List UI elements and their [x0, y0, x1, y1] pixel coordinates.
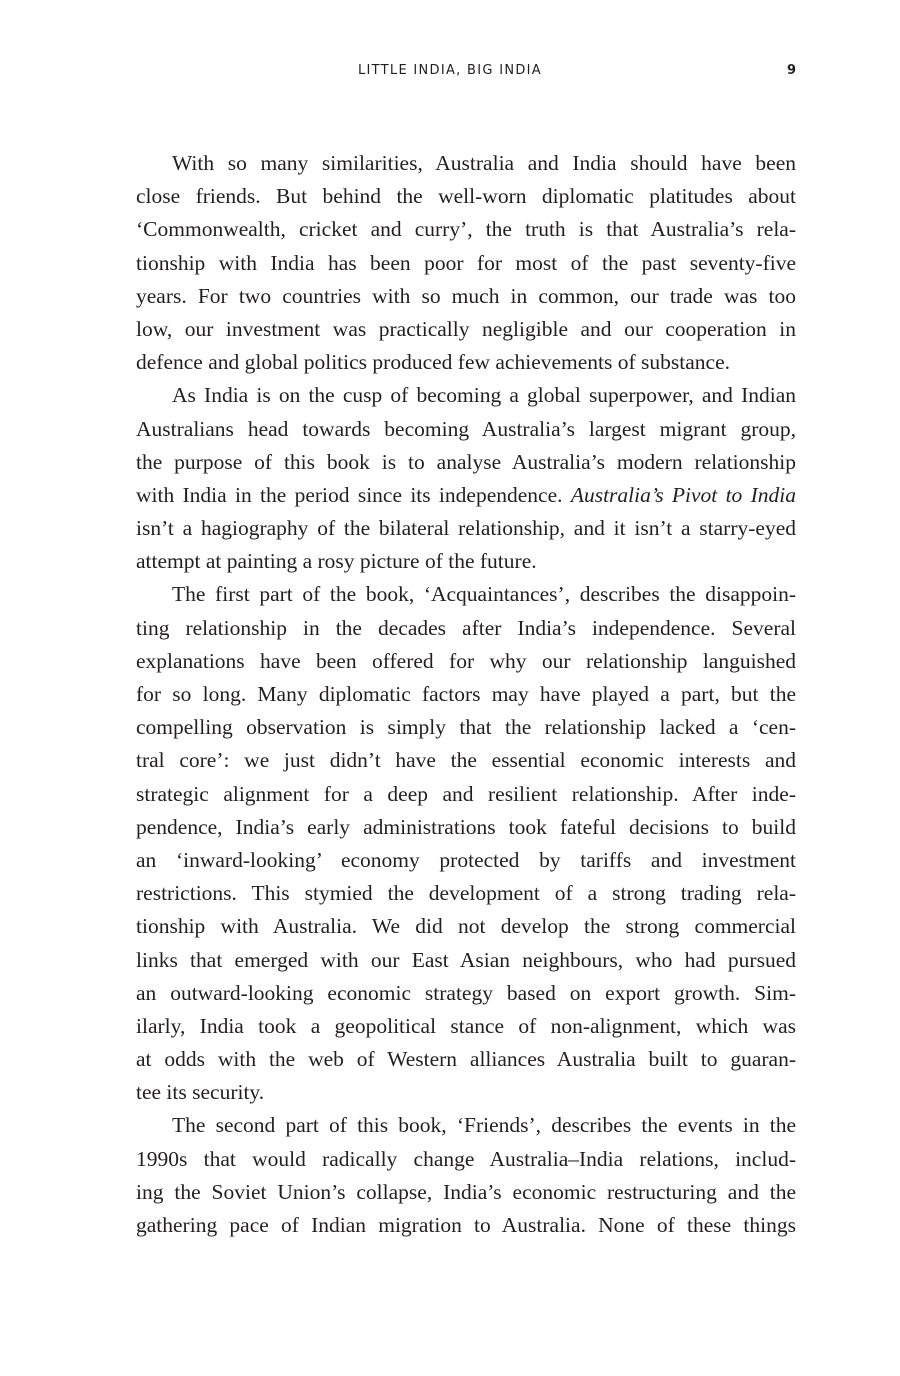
text-line: an ‘inward-looking’ economy protected by tariffs and investment [136, 847, 796, 872]
text-line: defence and global politics produced few achievements of substance. [136, 350, 731, 375]
text-line: tee its security. [136, 1080, 265, 1105]
text-line: isn’t a hagiography of the bilateral relationship, and it isn’t a starry-eyed [136, 516, 796, 541]
text-line: pendence, India’s early administrations took fateful decisions to build [136, 814, 796, 839]
text-line: low, our investment was practically negligible and our cooperation in [136, 316, 796, 341]
text-line: The second part of this book, ‘Friends’, describes the events in the [172, 1113, 796, 1138]
text-line: The first part of the book, ‘Acquaintances’, describes the disappoin- [172, 582, 796, 607]
paragraph [136, 379, 796, 578]
text-line: 1990s that would radically change Australia–India relations, includ- [136, 1146, 796, 1171]
text-line: ing the Soviet Union’s collapse, India’s economic restructuring and the [136, 1179, 796, 1204]
text-line: strategic alignment for a deep and resilient relationship. After inde- [136, 781, 796, 806]
paragraph [136, 147, 796, 379]
text-line: compelling observation is simply that the relationship lacked a ‘cen- [136, 715, 796, 740]
text-line: close friends. But behind the well-worn diplomatic platitudes about [136, 184, 796, 209]
text-line: an outward-looking economic strategy based on export growth. Sim- [136, 980, 796, 1005]
book-title: Australia’s Pivot to India [570, 482, 796, 507]
text-line: With so many similarities, Australia and India should have been [172, 151, 796, 175]
text-line: ilarly, India took a geopolitical stance of non-alignment, which was [136, 1013, 796, 1038]
text-line: explanations have been offered for why our relationship languished [136, 648, 796, 673]
text-segment: with India in the period since its independence. [136, 482, 563, 507]
running-head [0, 61, 900, 81]
text-line: years. For two countries with so much in common, our trade was too [136, 283, 796, 308]
running-head-title: LITTLE INDIA, BIG INDIA [357, 63, 543, 78]
text-line-with-title [136, 479, 796, 512]
paragraph [136, 1109, 796, 1242]
text-line: gathering pace of Indian migration to Australia. None of these things [136, 1213, 796, 1237]
text-line: tral core’: we just didn’t have the essential economic interests and [136, 748, 796, 773]
text-line: attempt at painting a rosy picture of the future. [136, 549, 537, 574]
text-line: tionship with Australia. We did not develop the strong commercial [136, 914, 796, 939]
text-line: ting relationship in the decades after India’s independence. Several [136, 615, 796, 640]
text-line: As India is on the cusp of becoming a global superpower, and Indian [172, 383, 796, 408]
body-text [136, 147, 796, 1242]
text-line: at odds with the web of Western alliances Australia built to guaran- [136, 1047, 796, 1072]
text-line: tionship with India has been poor for most of the past seventy-five [136, 250, 796, 275]
text-line: Australians head towards becoming Australia’s largest migrant group, [136, 416, 796, 441]
paragraph [136, 578, 796, 1109]
text-line: restrictions. This stymied the development of a strong trading rela- [136, 881, 796, 906]
text-line: ‘Commonwealth, cricket and curry’, the truth is that Australia’s rela- [136, 217, 796, 242]
page-number: 9 [786, 63, 796, 78]
text-line: links that emerged with our East Asian neighbours, who had pursued [136, 947, 796, 972]
text-line: for so long. Many diplomatic factors may have played a part, but the [136, 682, 796, 706]
text-line: the purpose of this book is to analyse Australia’s modern relationship [136, 449, 796, 474]
